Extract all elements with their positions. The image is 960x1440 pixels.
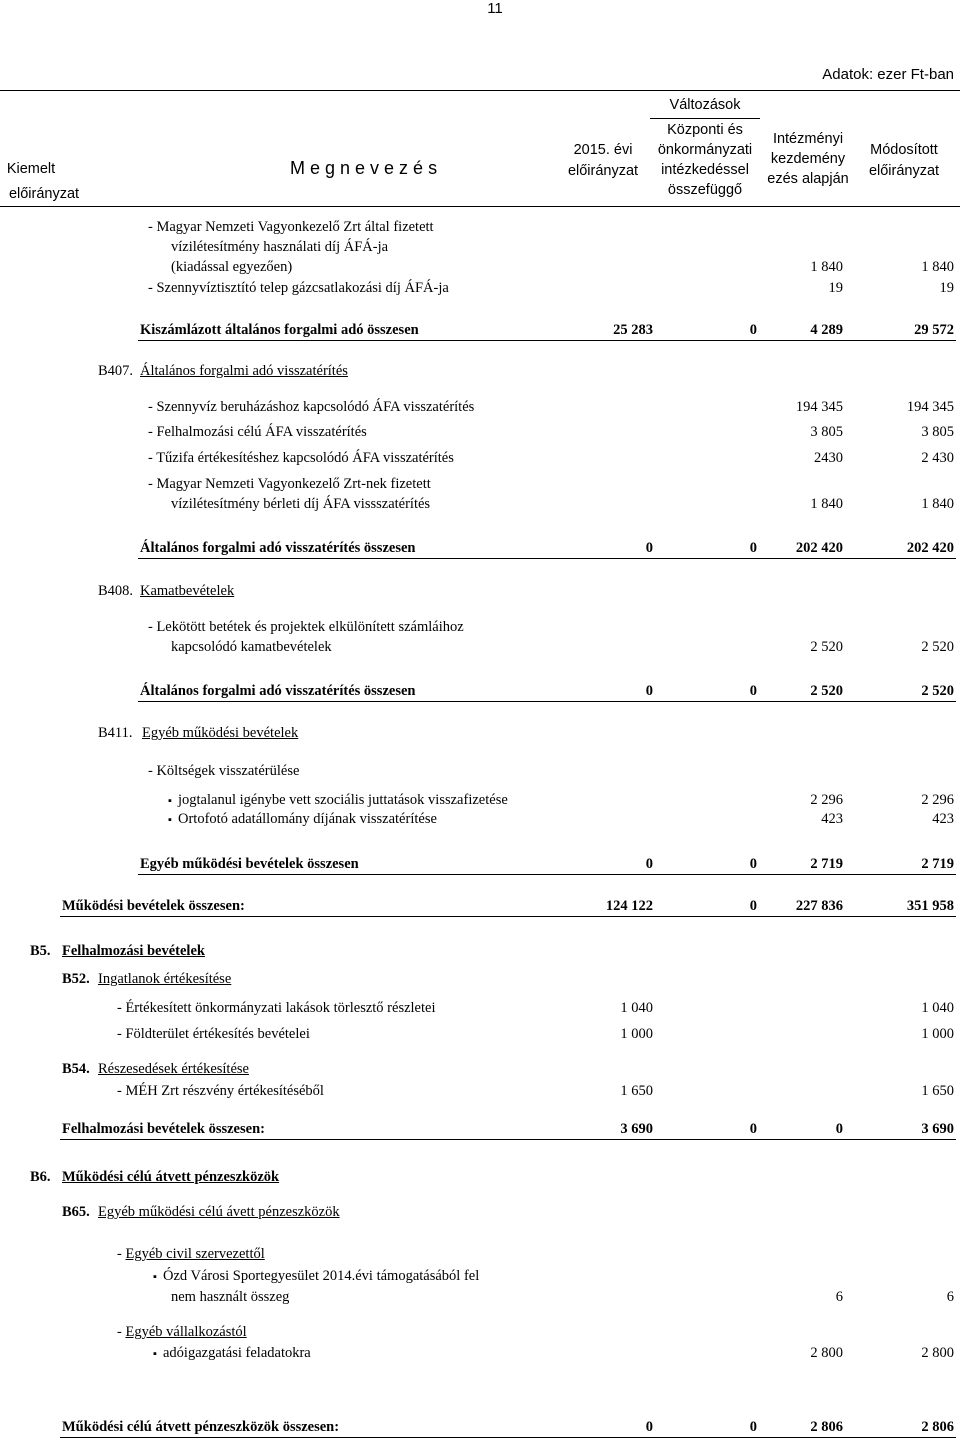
section-title: Részesedések értékesítése [98, 1061, 249, 1077]
cell-intezmenyi: 227 836 [795, 898, 843, 914]
section-code: B6. [30, 1169, 51, 1185]
cell-modositott: 3 805 [921, 424, 954, 440]
row-label: - Értékesített önkormányzati lakások törlesztő részletei [117, 1000, 436, 1016]
row-label: kapcsolódó kamatbevételek [171, 639, 332, 655]
cell-kozponti: 0 [749, 1419, 757, 1435]
cell-intezmenyi: 2 520 [810, 683, 843, 699]
cell-kozponti: 0 [749, 322, 757, 338]
cell-kozponti: 0 [749, 898, 757, 914]
cell-modositott: 202 420 [906, 540, 954, 556]
cell-kozponti: 0 [749, 540, 757, 556]
row-label: ▪ jogtalanul igénybe vett szociális juttatások visszafizetése [168, 791, 508, 810]
section-code: B54. [62, 1061, 90, 1077]
cell-intezmenyi: 6 [835, 1289, 843, 1305]
row-label: - Magyar Nemzeti Vagyonkezelő Zrt által fizetett [148, 219, 434, 235]
row-label: - Költségek visszatérülése [148, 763, 300, 779]
cell-eloiranyzat: 0 [645, 540, 653, 556]
section-title: Általános forgalmi adó visszatérítés [140, 363, 348, 379]
cell-intezmenyi: 1 840 [810, 259, 843, 275]
subtotal-label: Kiszámlázott általános forgalmi adó összesen [140, 322, 419, 338]
cell-modositott: 1 040 [921, 1000, 954, 1016]
row-label-text: Egyéb civil szervezettől [125, 1246, 265, 1262]
cell-kozponti: 0 [749, 1121, 757, 1137]
cell-modositott: 2 719 [921, 856, 954, 872]
section-title: Kamatbevételek [140, 583, 235, 599]
section-title: Ingatlanok értékesítése [98, 971, 232, 987]
cell-eloiranyzat: 1 000 [620, 1026, 653, 1042]
cell-modositott: 351 958 [906, 898, 954, 914]
row-label: nem használt összeg [171, 1289, 290, 1305]
cell-eloiranyzat: 0 [645, 856, 653, 872]
col-kozp-3: intézkedéssel [661, 162, 749, 178]
total-label: Működési bevételek összesen: [62, 898, 245, 914]
col-mod-1: Módosított [870, 142, 938, 158]
row-label: ▪ Ózd Városi Sportegyesület 2014.évi támogatásából fel [153, 1267, 479, 1286]
header-bottom-border [0, 206, 960, 207]
cell-intezmenyi: 2 800 [810, 1345, 843, 1361]
col-2015-b: előirányzat [567, 163, 639, 179]
cell-modositott: 2 800 [921, 1345, 954, 1361]
row-label: vízilétesítmény bérleti díj ÁFA vissszatérítés [171, 496, 431, 512]
subtotal-label: Általános forgalmi adó visszatérítés összesen [140, 683, 416, 699]
row-label: - Földterület értékesítés bevételei [117, 1026, 310, 1042]
cell-intezmenyi: 2 520 [810, 639, 843, 655]
cell-modositott: 29 572 [914, 322, 954, 338]
cell-modositott: 2 430 [921, 450, 954, 466]
cell-modositott: 19 [939, 280, 954, 296]
header-top-border [0, 90, 960, 91]
total-label: Felhalmozási bevételek összesen: [62, 1121, 265, 1137]
cell-intezmenyi: 2 806 [810, 1419, 843, 1435]
cell-modositott: 2 520 [921, 639, 954, 655]
row-label: (kiadással egyezően) [171, 259, 293, 275]
cell-intezmenyi: 194 345 [795, 399, 843, 415]
row-label: - Egyéb vállalkozástól [117, 1324, 247, 1340]
cell-modositott: 6 [946, 1289, 954, 1305]
cell-eloiranyzat: 0 [645, 683, 653, 699]
valtozasok-underline [650, 118, 760, 119]
col-int-1: Intézményi [772, 131, 844, 147]
cell-intezmenyi: 423 [821, 811, 843, 827]
row-label: ▪ Ortofotó adatállomány díjának visszatérítése [168, 810, 437, 829]
cell-kozponti: 0 [749, 856, 757, 872]
cell-intezmenyi: 19 [828, 280, 843, 296]
col-kiemelt: Kiemelt [6, 161, 56, 177]
cell-modositott: 3 690 [921, 1121, 954, 1137]
row-label: - Egyéb civil szervezettől [117, 1246, 265, 1262]
cell-intezmenyi: 2 719 [810, 856, 843, 872]
total-underline [60, 1139, 956, 1140]
cell-modositott: 194 345 [906, 399, 954, 415]
row-label: - Tűzifa értékesítéshez kapcsolódó ÁFA visszatérítés [148, 450, 454, 466]
row-label: - MÉH Zrt részvény értékesítéséből [117, 1083, 324, 1099]
cell-eloiranyzat: 1 040 [620, 1000, 653, 1016]
section-code: B411. [98, 725, 133, 741]
cell-eloiranyzat: 1 650 [620, 1083, 653, 1099]
col-kozp-1: Központi és [667, 122, 743, 138]
row-label: - Szennyvíz beruházáshoz kapcsolódó ÁFA visszatérítés [148, 399, 475, 415]
cell-modositott: 2 806 [921, 1419, 954, 1435]
section-title: Felhalmozási bevételek [62, 943, 205, 959]
cell-intezmenyi: 4 289 [810, 322, 843, 338]
col-2015-a: 2015. évi [573, 142, 633, 158]
col-kozp-4: összefüggő [667, 182, 743, 198]
cell-modositott: 2 296 [921, 792, 954, 808]
cell-eloiranyzat: 25 283 [613, 322, 653, 338]
row-label-text: Egyéb vállalkozástól [125, 1324, 247, 1340]
col-int-2: kezdemény [770, 151, 846, 167]
col-mod-2: előirányzat [868, 163, 940, 179]
total-underline [60, 916, 956, 917]
cell-intezmenyi: 1 840 [810, 496, 843, 512]
cell-modositott: 423 [932, 811, 954, 827]
row-label: vízilétesítmény használati díj ÁFÁ-ja [171, 239, 389, 255]
row-label: ▪ adóigazgatási feladatokra [153, 1344, 311, 1363]
col-megnevezes: M e g n e v e z é s [290, 158, 438, 178]
page-number: 11 [487, 0, 503, 17]
units-note: Adatok: ezer Ft-ban [822, 66, 954, 83]
cell-modositott: 2 520 [921, 683, 954, 699]
total-label: Működési célú átvett pénzeszközök összesen: [62, 1419, 340, 1435]
row-label: - Magyar Nemzeti Vagyonkezelő Zrt-nek fizetett [148, 476, 431, 492]
cell-modositott: 1 840 [921, 259, 954, 275]
section-title: Egyéb működési célú ávett pénzeszközök [98, 1204, 340, 1220]
subtotal-label: Egyéb működési bevételek összesen [140, 856, 359, 872]
subtotal-underline [138, 340, 956, 341]
subtotal-underline [138, 558, 956, 559]
section-code: B408. [98, 583, 134, 599]
cell-modositott: 1 650 [921, 1083, 954, 1099]
col-kiemelt-2: előirányzat [8, 186, 80, 202]
subtotal-label: Általános forgalmi adó visszatérítés összesen [140, 540, 416, 556]
cell-modositott: 1 840 [921, 496, 954, 512]
section-code: B52. [62, 971, 90, 987]
col-int-3: ezés alapján [767, 171, 849, 187]
total-underline [60, 1437, 956, 1438]
cell-intezmenyi: 0 [835, 1121, 843, 1137]
cell-eloiranyzat: 124 122 [605, 898, 653, 914]
col-valtozasok: Változások [669, 97, 741, 113]
section-code: B407. [98, 363, 134, 379]
subtotal-underline [138, 874, 956, 875]
cell-eloiranyzat: 3 690 [620, 1121, 653, 1137]
cell-intezmenyi: 3 805 [810, 424, 843, 440]
section-title: Egyéb működési bevételek [142, 725, 299, 741]
row-label: - Felhalmozási célú ÁFA visszatérítés [148, 424, 367, 440]
subtotal-underline [138, 701, 956, 702]
cell-modositott: 1 000 [921, 1026, 954, 1042]
cell-intezmenyi: 202 420 [795, 540, 843, 556]
col-kozp-2: önkormányzati [657, 142, 753, 158]
cell-intezmenyi: 2 296 [810, 792, 843, 808]
section-code: B65. [62, 1204, 90, 1220]
cell-intezmenyi: 2430 [814, 450, 843, 466]
row-label: - Lekötött betétek és projektek elkülönített számláihoz [148, 619, 464, 635]
cell-kozponti: 0 [749, 683, 757, 699]
cell-eloiranyzat: 0 [645, 1419, 653, 1435]
row-label: - Szennyvíztisztító telep gázcsatlakozási díj ÁFÁ-ja [148, 280, 449, 296]
section-code: B5. [30, 943, 51, 959]
section-title: Működési célú átvett pénzeszközök [62, 1169, 280, 1185]
